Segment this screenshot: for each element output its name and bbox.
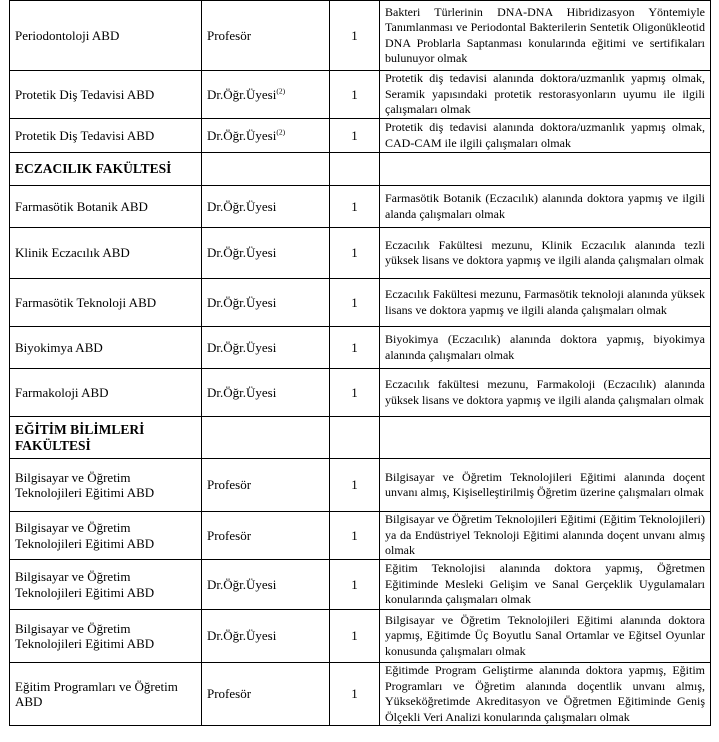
empty-cell <box>330 417 380 459</box>
department-cell: Farmakoloji ABD <box>10 369 202 417</box>
title-cell <box>202 71 330 119</box>
faculty-name-cell: EĞİTİM BİLİMLERİ FAKÜLTESİ <box>10 417 202 459</box>
position-row <box>10 459 711 512</box>
title-text: Profesör <box>207 686 252 702</box>
title-cell <box>202 560 330 610</box>
requirement-text: Bilgisayar ve Öğretim Teknolojileri Eğitimi alanında doçent unvanı almış, Kişiselleştirilmiş Öğretim üzerine çalışmaları olmak <box>385 469 705 499</box>
requirement-text: Biyokimya (Eczacılık) alanında doktora yapmış, biyokimya alanında çalışmaları olmak <box>385 332 705 362</box>
count-cell: 1 <box>330 279 380 327</box>
position-row <box>10 119 711 153</box>
title-cell <box>202 279 330 327</box>
count-cell: 1 <box>330 1 380 71</box>
title-text: Dr.Öğr.Üyesi <box>207 339 277 355</box>
department-cell: Bilgisayar ve Öğretim Teknolojileri Eğitimi ABD <box>10 459 202 512</box>
department-cell: Bilgisayar ve Öğretim Teknolojileri Eğitimi ABD <box>10 610 202 663</box>
title-cell <box>202 512 330 560</box>
requirement-text: Eczacılık fakültesi mezunu, Farmakoloji (Eczacılık) alanında yüksek lisans ve doktora yapmış ve ilgili alanda çalışmaları olmak <box>385 377 705 407</box>
count-cell: 1 <box>330 512 380 560</box>
empty-cell <box>380 417 711 459</box>
position-row <box>10 1 711 71</box>
title-text: Dr.Öğr.Üyesi <box>207 384 277 400</box>
faculty-header-row <box>10 153 711 186</box>
requirement-cell <box>380 119 711 153</box>
position-table <box>9 0 711 726</box>
empty-cell <box>330 153 380 186</box>
position-row <box>10 186 711 228</box>
requirement-text: Eğitim Teknolojisi alanında doktora yapmış, Öğretmen Eğitiminde Mesleki Gelişim ve Sanal Gerçeklik Uygulamaları konularında çalışmaları olmak <box>385 561 705 607</box>
requirement-text: Protetik diş tedavisi alanında doktora/uzmanlık yapmış olmak, Seramik yapısındaki protetik restorasyonların uyumu ile ilgili çalışmaları olmak <box>385 71 705 117</box>
title-text: Profesör <box>207 477 252 493</box>
count-cell: 1 <box>330 186 380 228</box>
count-cell: 1 <box>330 560 380 610</box>
position-row <box>10 512 711 560</box>
empty-cell <box>380 153 711 186</box>
requirement-text: Bilgisayar ve Öğretim Teknolojileri Eğitimi alanında doktora yapmış, Eğitimde Üç Boyutlu Sanal Ortamlar ve Eğitsel Oyunlar konusunda çalışmaları olmak <box>385 612 705 658</box>
title-cell <box>202 186 330 228</box>
requirement-text: Protetik diş tedavisi alanında doktora/uzmanlık yapmış olmak, CAD-CAM ile ilgili çalışmaları olmak <box>385 120 705 150</box>
position-table-body <box>10 1 711 726</box>
requirement-text: Eczacılık Fakültesi mezunu, Klinik Eczacılık alanında tezli yüksek lisans ve doktora yapmış ve ilgili alanda çalışmaları olmak <box>385 237 705 267</box>
count-cell: 1 <box>330 228 380 279</box>
department-cell: Bilgisayar ve Öğretim Teknolojileri Eğitimi ABD <box>10 560 202 610</box>
requirement-cell <box>380 279 711 327</box>
position-row <box>10 610 711 663</box>
requirement-cell <box>380 512 711 560</box>
department-cell: Protetik Diş Tedavisi ABD <box>10 71 202 119</box>
requirement-cell <box>380 560 711 610</box>
position-row <box>10 327 711 369</box>
title-text: Dr.Öğr.Üyesi <box>207 86 277 102</box>
title-cell <box>202 459 330 512</box>
department-cell: Protetik Diş Tedavisi ABD <box>10 119 202 153</box>
requirement-cell <box>380 1 711 71</box>
position-row <box>10 560 711 610</box>
empty-cell <box>202 417 330 459</box>
title-cell <box>202 327 330 369</box>
requirement-cell <box>380 663 711 726</box>
requirement-text: Eczacılık Fakültesi mezunu, Farmasötik teknoloji alanında yüksek lisans ve doktora yapmış ve ilgili alanda çalışmaları olmak <box>385 287 705 317</box>
title-text: Profesör <box>207 27 252 43</box>
requirement-cell <box>380 327 711 369</box>
requirement-text: Bakteri Türlerinin DNA-DNA Hibridizasyon Yöntemiyle Tanımlanması ve Periodontal Bakterilerin Sentetik Oligonükleotid DNA Problarla Saptanması konularında eğitimi ve sertifikaları bulunuyor olmak <box>385 4 705 65</box>
faculty-header-row <box>10 417 711 459</box>
title-cell <box>202 369 330 417</box>
title-cell <box>202 1 330 71</box>
department-cell: Bilgisayar ve Öğretim Teknolojileri Eğitimi ABD <box>10 512 202 560</box>
position-row <box>10 663 711 726</box>
count-cell: 1 <box>330 663 380 726</box>
requirement-text: Farmasötik Botanik (Eczacılık) alanında doktora yapmış ve ilgili alanda çalışmaları olmak <box>385 191 705 221</box>
empty-cell <box>202 153 330 186</box>
position-row <box>10 71 711 119</box>
requirement-cell <box>380 228 711 279</box>
count-cell: 1 <box>330 459 380 512</box>
title-cell <box>202 663 330 726</box>
position-row <box>10 279 711 327</box>
count-cell: 1 <box>330 119 380 153</box>
department-cell: Periodontoloji ABD <box>10 1 202 71</box>
requirement-cell <box>380 369 711 417</box>
title-cell <box>202 119 330 153</box>
position-row <box>10 369 711 417</box>
count-cell: 1 <box>330 369 380 417</box>
faculty-name-cell: ECZACILIK FAKÜLTESİ <box>10 153 202 186</box>
count-cell: 1 <box>330 71 380 119</box>
department-cell: Klinik Eczacılık ABD <box>10 228 202 279</box>
requirement-cell <box>380 459 711 512</box>
department-cell: Eğitim Programları ve Öğretim ABD <box>10 663 202 726</box>
requirement-text: Eğitimde Program Geliştirme alanında doktora yapmış, Eğitim Programları ve Öğretim alanında doçentlik unvanı almış, Yükseköğretimde Akreditasyon ve Öğretmen Eğitiminde Geniş Ölçekli Veri Analizi konularında çalışmaları olmak <box>385 663 705 724</box>
count-cell: 1 <box>330 610 380 663</box>
title-text: Dr.Öğr.Üyesi <box>207 628 277 644</box>
department-cell: Farmasötik Botanik ABD <box>10 186 202 228</box>
position-row <box>10 228 711 279</box>
title-text: Dr.Öğr.Üyesi <box>207 127 277 143</box>
title-text: Profesör <box>207 527 252 543</box>
department-cell: Farmasötik Teknoloji ABD <box>10 279 202 327</box>
department-cell: Biyokimya ABD <box>10 327 202 369</box>
title-text: Dr.Öğr.Üyesi <box>207 245 277 261</box>
title-text: Dr.Öğr.Üyesi <box>207 576 277 592</box>
title-text: Dr.Öğr.Üyesi <box>207 198 277 214</box>
title-cell <box>202 610 330 663</box>
title-footnote-mark: (2) <box>276 127 286 137</box>
requirement-cell <box>380 186 711 228</box>
title-text: Dr.Öğr.Üyesi <box>207 294 277 310</box>
requirement-cell <box>380 71 711 119</box>
requirement-text: Bilgisayar ve Öğretim Teknolojileri Eğitimi (Eğitim Teknolojileri) ya da Endüstriyel Teknoloji Eğitimi alanında doçent unvanı almış olmak <box>385 512 705 558</box>
title-cell <box>202 228 330 279</box>
count-cell: 1 <box>330 327 380 369</box>
title-footnote-mark: (2) <box>276 86 286 96</box>
requirement-cell <box>380 610 711 663</box>
